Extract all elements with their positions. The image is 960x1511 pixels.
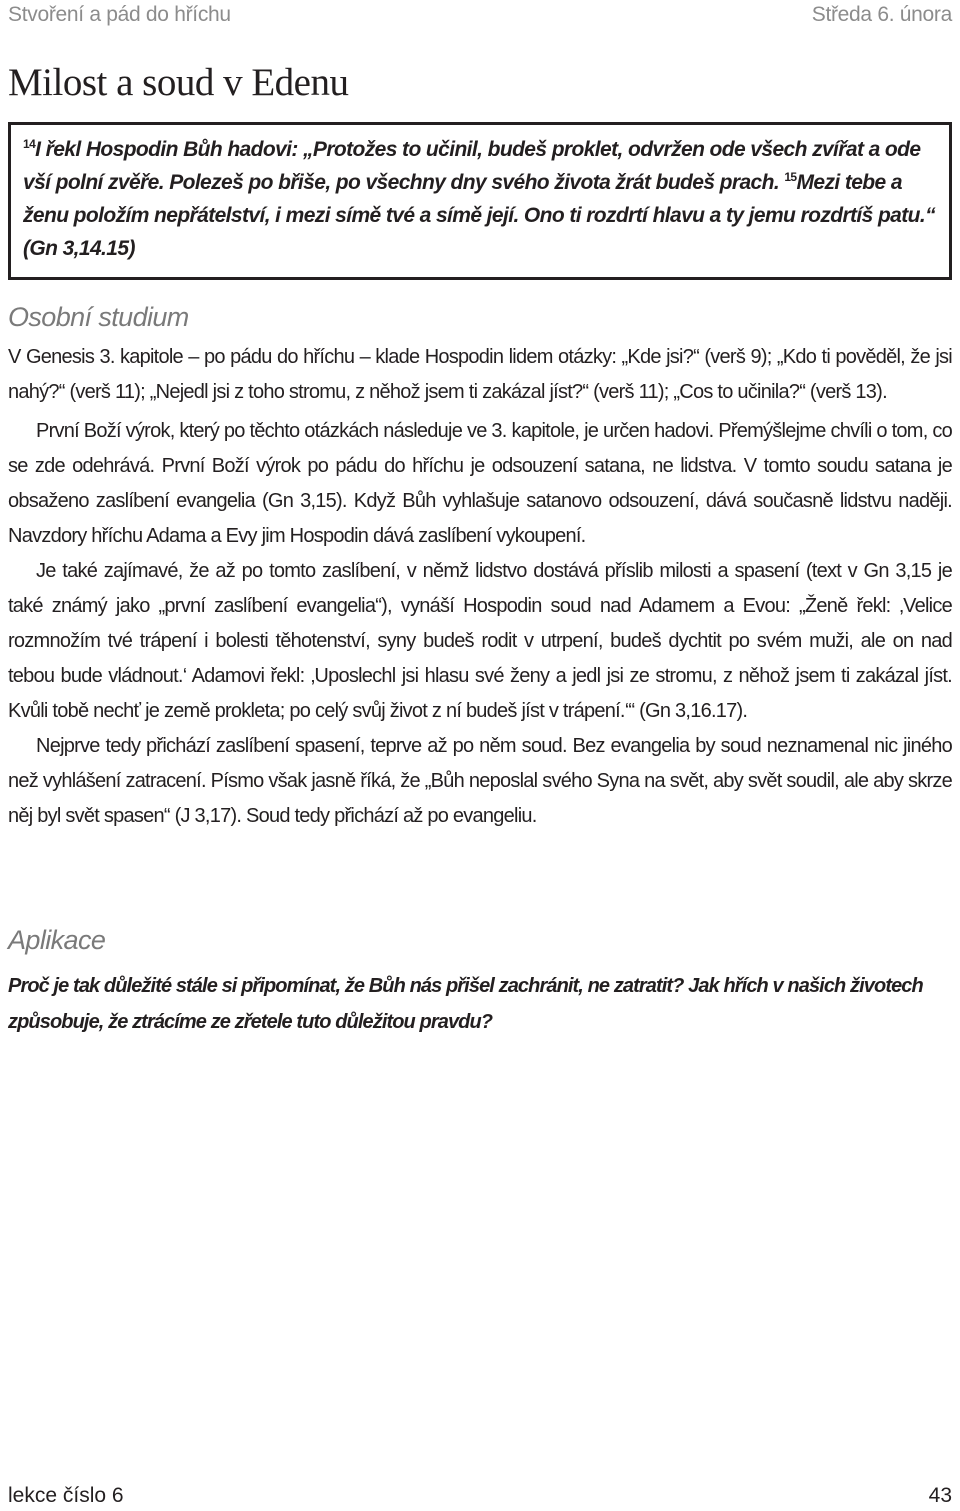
key-verse-box xyxy=(8,122,952,280)
key-verse-text xyxy=(23,133,937,265)
page-title: Milost a soud v Edenu xyxy=(8,61,349,104)
study-paragraph: Nejprve tedy přichází zaslíbení spasení, teprve až po něm soud. Bez evangelia by soud neznamenal nic jiného než vyhlášení zatracení. Písmo však jasně říká, že „Bůh neposlal svého Syna na svět, aby svět soudil, ale aby skrze něj byl svět spasen“ (J 3,17). Soud tedy přichází až po evangeliu. xyxy=(8,735,952,827)
running-header-section: Stvoření a pád do hříchu xyxy=(8,3,231,26)
page-number: 43 xyxy=(928,1484,952,1507)
running-header xyxy=(8,0,952,30)
lesson-number: lekce číslo 6 xyxy=(8,1484,124,1507)
verse-number: 15 xyxy=(784,170,797,184)
study-paragraph: V Genesis 3. kapitole – po pádu do hříchu – klade Hospodin lidem otázky: „Kde jsi?“ (verš 9); „Kdo ti pověděl, že jsi nahý?“ (verš 11); „Nejedl jsi z toho stromu, z něhož jsem ti zakázal jíst?“ (verš 11); „Cos to učinila?“ (verš 13). xyxy=(8,346,952,403)
running-header-date: Středa 6. února xyxy=(811,3,952,26)
study-paragraph: Je také zajímavé, že až po tomto zaslíbení, v němž lidstvo dostává příslib milosti a spasení (text v Gn 3,15 je také známý jako „první zaslíbení evangelia“), vynáší Hospodin soud nad Adamem a Evou: „Ženě řekl: ‚Velice rozmnožím tvé trápení i bolesti těhotenství, syny budeš rodit v utrpení, budeš dychtit po svém muži, ale on nad tebou bude vládnout.‘ Adamovi řekl: ‚Uposlechl jsi hlasu své ženy a jedl jsi ze stromu, z něhož jsem ti zakázal jíst. Kvůli tobě nechť je země prokleta; po celý svůj život z ní budeš jíst v trápení.‘“ (Gn 3,16.17). xyxy=(8,560,952,722)
study-paragraph: První Boží výrok, který po těchto otázkách následuje ve 3. kapitole, je určen hadovi. Přemýšlejme chvíli o tom, co se zde odehrává. První Boží výrok po pádu do hříchu je odsouzení satana, ne lidstva. V tomto soudu satana je obsaženo zaslíbení evangelia (Gn 3,15). Když Bůh vyhlašuje satanovo odsouzení, dává současně lidstvu naději. Navzdory hříchu Adama a Evy jim Hospodin dává zaslíbení vykoupení. xyxy=(8,420,952,547)
study-body xyxy=(8,340,952,834)
application-heading: Aplikace xyxy=(8,925,106,955)
application-question: Proč je tak důležité stále si připomínat, že Bůh nás přišel zachránit, ne zatratit? Jak hřích v našich životech způsobuje, že ztrácíme ze zřetele tuto důležitou pravdu? xyxy=(8,975,923,1033)
verse-number: 14 xyxy=(23,137,36,151)
page-footer xyxy=(8,1481,952,1511)
application-body xyxy=(8,968,952,1040)
verse-text-part: I řekl Hospodin Bůh hadovi: „Protožes to učinil, budeš proklet, odvržen ode všech zvířat a ode vší polní zvěře. Polezeš po břiše, po všechny dny svého života žrát budeš prach. xyxy=(23,138,921,194)
verse-text-part: Mezi tebe a ženu položím nepřátelství, i mezi símě tvé a símě její. Ono ti rozdrtí hlavu a ty jemu rozdrtíš patu.“ (Gn 3,14.15) xyxy=(23,171,936,260)
study-heading: Osobní studium xyxy=(8,302,189,332)
